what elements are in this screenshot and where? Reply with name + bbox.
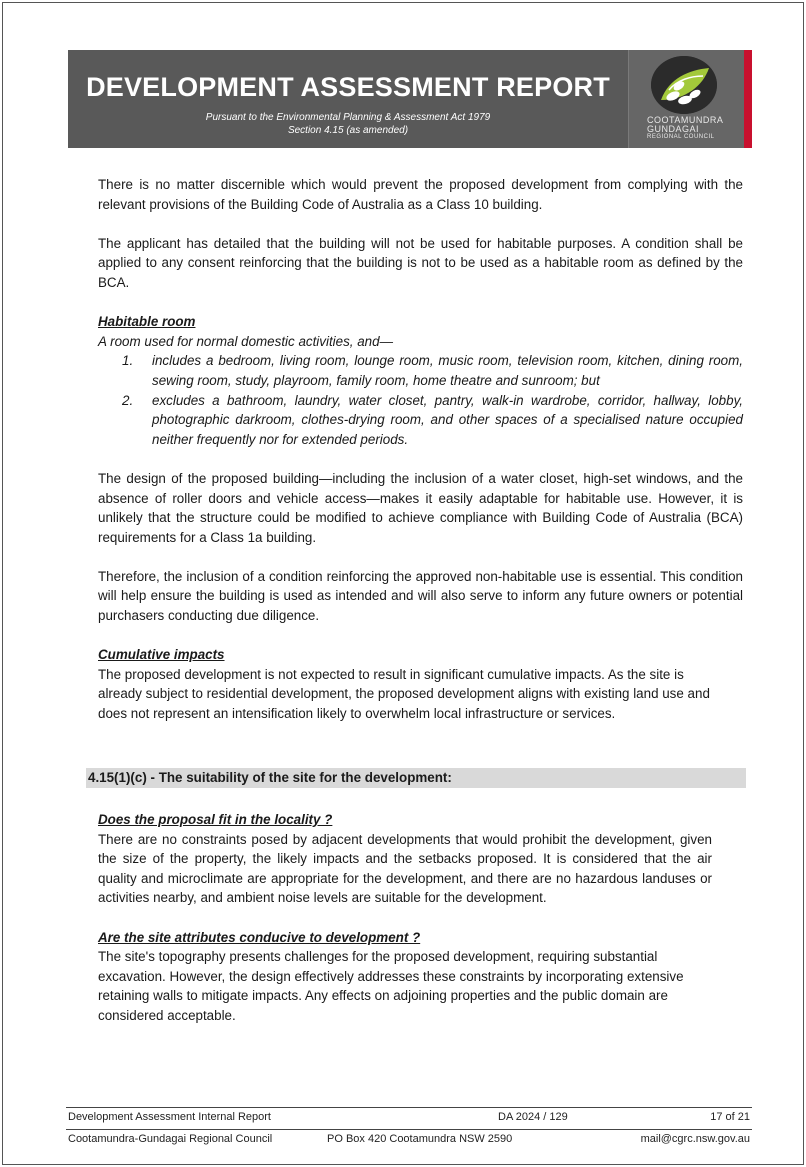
list-item [122,351,743,390]
council-logo [628,50,744,148]
paragraph-site-attributes: The site's topography presents challenges for the proposed development, requiring substantial excavation. However, the design effectively addresses these constraints by incorporating extensive retaining walls to mitigate impacts. Any effects on adjoining properties and the public domain are considered acceptable. [98,949,684,1023]
report-title: DEVELOPMENT ASSESSMENT REPORT [86,72,610,102]
logo-emblem-icon [651,56,717,114]
habitable-room-list [122,351,743,449]
footer-divider-bottom [66,1129,752,1130]
logo-text-line2: GUNDAGAI [647,124,700,134]
logo-wordmark [647,116,737,141]
paragraph-condition-essential: Therefore, the inclusion of a condition reinforcing the approved non-habitable use is essential. This condition will help ensure the building is used as intended and will also serve to inform any future owners or potential purchasers conducting due diligence. [98,568,743,624]
footer-email: mail@cgrc.nsw.gov.au [640,1133,750,1145]
footer-postal-address: PO Box 420 Cootamundra NSW 2590 [327,1133,513,1145]
suitability-section-body [98,810,712,1026]
paragraph-bca-compliance: There is no matter discernible which would prevent the proposed development from complying with the relevant provisions of the Building Code of Australia as a Class 10 building. [98,177,743,212]
list-item [122,391,743,450]
paragraph-cumulative-impacts: The proposed development is not expected to result in significant cumulative impacts. As the site is already subject to residential development, the proposed development aligns with existing land use and does not represent an intensification likely to overwhelm local infrastructure or services. [98,666,710,722]
list-item-number: 2. [122,392,134,408]
footer-council-name: Cootamundra-Gundagai Regional Council [68,1133,273,1145]
paragraph-non-habitable: The applicant has detailed that the building will not be used for habitable purposes. A condition shall be applied to any consent reinforcing that the building is not to be used as a habitable room as defined by the BCA. [98,235,743,290]
header-banner [68,50,752,148]
site-attributes-heading: Are the site attributes conducive to development ? [98,929,421,945]
accent-bar [744,50,752,148]
logo-text-line1: COOTAMUNDRA [647,115,724,125]
logo-text-line3: REGIONAL COUNCIL [647,134,715,140]
cumulative-impacts-heading: Cumulative impacts [98,647,225,663]
section-heading-suitability: 4.15(1)(c) - The suitability of the site for the development: [86,768,746,788]
paragraph-locality: There are no constraints posed by adjacent developments that would prohibit the development, given the size of the property, the likely impacts and the setbacks proposed. It is considered that the air quality and microclimate are appropriate for the development, and there are no hazardous landuses or activities nearby, and ambient noise levels are suitable for the development. [98,831,712,906]
footer-page-number: 17 of 21 [710,1111,750,1123]
paragraph-design-adaptability: The design of the proposed building—including the inclusion of a water closet, high-set windows, and the absence of roller doors and vehicle access—makes it easily adaptable for habitable use. However, it is unlikely that the structure could be modified to achieve compliance with Building Code of Australia (BCA) requirements for a Class 1a building. [98,470,743,545]
footer-report-name: Development Assessment Internal Report [68,1111,271,1123]
habitable-room-intro: A room used for normal domestic activities, and— [98,333,393,349]
report-subtitle-act: Pursuant to the Environmental Planning & Assessment Act 1979 [205,112,491,123]
report-body [98,175,743,724]
list-item-number: 1. [122,353,134,369]
report-subtitle-section: Section 4.15 (as amended) [287,125,409,136]
footer-da-number: DA 2024 / 129 [498,1111,568,1123]
list-item-text: excludes a bathroom, laundry, water closet, pantry, walk-in wardrobe, corridor, hallway, lobby, photographic darkroom, clothes-drying room, and other spaces of a specialised nature occupied neither frequently nor for extended periods. [152,392,743,447]
list-item-text: includes a bedroom, living room, lounge room, music room, television room, kitchen, dining room, sewing room, study, playroom, family room, home theatre and sunroom; but [152,353,743,388]
locality-question-heading: Does the proposal fit in the locality ? [98,812,333,827]
footer-divider-top [66,1107,752,1108]
habitable-room-heading: Habitable room [98,314,196,330]
